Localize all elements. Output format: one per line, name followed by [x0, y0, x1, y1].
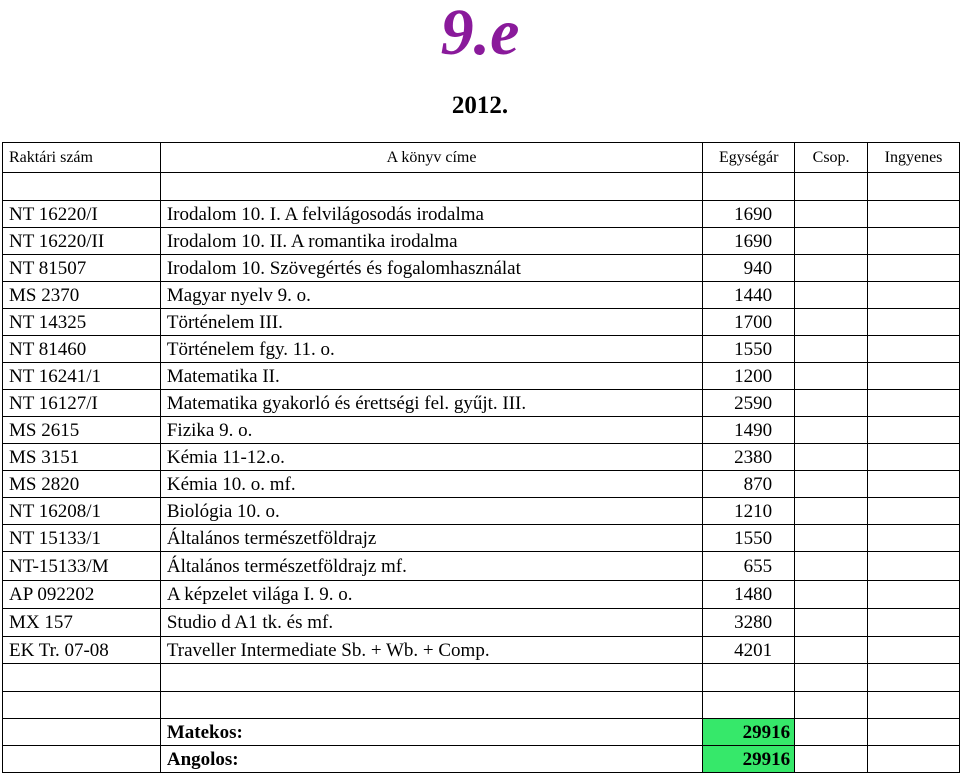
empty-cell — [868, 692, 960, 719]
book-price: 4201 — [703, 637, 795, 664]
book-title: Történelem fgy. 11. o. — [160, 336, 702, 363]
book-group — [795, 282, 868, 309]
book-title: Traveller Intermediate Sb. + Wb. + Comp. — [160, 637, 702, 664]
book-group — [795, 201, 868, 228]
empty-cell — [868, 664, 960, 692]
book-free — [868, 228, 960, 255]
empty-cell — [795, 719, 868, 746]
total-value: 29916 — [703, 746, 795, 773]
book-price: 1440 — [703, 282, 795, 309]
table-row — [3, 471, 960, 498]
book-title: Magyar nyelv 9. o. — [160, 282, 702, 309]
book-title: Irodalom 10. II. A romantika irodalma — [160, 228, 702, 255]
empty-cell — [3, 719, 161, 746]
book-price: 3280 — [703, 609, 795, 637]
book-price: 2590 — [703, 390, 795, 417]
book-code: NT 81507 — [3, 255, 161, 282]
book-free — [868, 444, 960, 471]
book-price: 1700 — [703, 309, 795, 336]
book-code: NT 14325 — [3, 309, 161, 336]
table-row — [3, 201, 960, 228]
book-price: 1690 — [703, 201, 795, 228]
table-row — [3, 282, 960, 309]
book-group — [795, 609, 868, 637]
book-code: AP 092202 — [3, 581, 161, 609]
book-title: Fizika 9. o. — [160, 417, 702, 444]
book-code: NT 16220/I — [3, 201, 161, 228]
book-code: NT-15133/M — [3, 552, 161, 581]
book-free — [868, 363, 960, 390]
book-price: 655 — [703, 552, 795, 581]
table-row — [3, 552, 960, 581]
book-code: MS 2370 — [3, 282, 161, 309]
header-row — [3, 143, 960, 173]
book-title: Irodalom 10. Szövegértés és fogalomhasználat — [160, 255, 702, 282]
book-code: EK Tr. 07-08 — [3, 637, 161, 664]
book-price: 940 — [703, 255, 795, 282]
book-free — [868, 498, 960, 525]
book-code: NT 81460 — [3, 336, 161, 363]
book-free — [868, 309, 960, 336]
table-row — [3, 363, 960, 390]
total-label: Angolos: — [160, 746, 702, 773]
book-title: Studio d A1 tk. és mf. — [160, 609, 702, 637]
book-code: MS 2820 — [3, 471, 161, 498]
empty-cell — [3, 746, 161, 773]
empty-cell — [795, 664, 868, 692]
empty-cell — [703, 692, 795, 719]
table-row — [3, 336, 960, 363]
book-group — [795, 637, 868, 664]
book-group — [795, 417, 868, 444]
book-price: 1690 — [703, 228, 795, 255]
book-group — [795, 336, 868, 363]
column-header-free: Ingyenes — [868, 143, 960, 173]
book-group — [795, 552, 868, 581]
book-title: Matematika II. — [160, 363, 702, 390]
book-price: 1480 — [703, 581, 795, 609]
book-code: NT 16127/I — [3, 390, 161, 417]
book-free — [868, 552, 960, 581]
spacer-row — [3, 173, 960, 201]
total-label: Matekos: — [160, 719, 702, 746]
book-free — [868, 201, 960, 228]
book-title: Történelem III. — [160, 309, 702, 336]
book-free — [868, 581, 960, 609]
book-group — [795, 390, 868, 417]
table-row — [3, 228, 960, 255]
book-group — [795, 444, 868, 471]
book-group — [795, 309, 868, 336]
book-free — [868, 417, 960, 444]
empty-cell — [160, 664, 702, 692]
book-free — [868, 336, 960, 363]
table-row — [3, 255, 960, 282]
book-group — [795, 498, 868, 525]
column-header-price: Egységár — [703, 143, 795, 173]
spacer-row — [3, 692, 960, 719]
year-heading: 2012. — [451, 92, 509, 119]
empty-cell — [868, 173, 960, 201]
empty-cell — [3, 173, 161, 201]
spacer-row — [3, 664, 960, 692]
column-header-group: Csop. — [795, 143, 868, 173]
book-list-table — [2, 142, 960, 773]
book-title: Matematika gyakorló és érettségi fel. gyűjt. III. — [160, 390, 702, 417]
empty-cell — [703, 664, 795, 692]
book-title: Kémia 11-12.o. — [160, 444, 702, 471]
book-code: MS 3151 — [3, 444, 161, 471]
book-free — [868, 637, 960, 664]
book-group — [795, 255, 868, 282]
book-code: NT 15133/1 — [3, 525, 161, 552]
total-row — [3, 746, 960, 773]
table-row — [3, 525, 960, 552]
table-row — [3, 581, 960, 609]
book-free — [868, 609, 960, 637]
book-price: 1550 — [703, 525, 795, 552]
empty-cell — [3, 664, 161, 692]
book-group — [795, 471, 868, 498]
book-group — [795, 581, 868, 609]
book-title: Általános természetföldrajz — [160, 525, 702, 552]
book-title: Kémia 10. o. mf. — [160, 471, 702, 498]
empty-cell — [795, 746, 868, 773]
empty-cell — [3, 692, 161, 719]
column-header-title: A könyv címe — [160, 143, 702, 173]
book-price: 1200 — [703, 363, 795, 390]
book-free — [868, 390, 960, 417]
book-title: Biológia 10. o. — [160, 498, 702, 525]
book-code: NT 16220/II — [3, 228, 161, 255]
book-group — [795, 363, 868, 390]
book-price: 2380 — [703, 444, 795, 471]
book-title: Általános természetföldrajz mf. — [160, 552, 702, 581]
total-row — [3, 719, 960, 746]
table-row — [3, 417, 960, 444]
book-free — [868, 255, 960, 282]
table-row — [3, 444, 960, 471]
table-row — [3, 390, 960, 417]
book-title: A képzelet világa I. 9. o. — [160, 581, 702, 609]
table-row — [3, 637, 960, 664]
book-code: NT 16241/1 — [3, 363, 161, 390]
empty-cell — [160, 173, 702, 201]
total-value: 29916 — [703, 719, 795, 746]
empty-cell — [868, 719, 960, 746]
book-price: 1490 — [703, 417, 795, 444]
book-price: 1210 — [703, 498, 795, 525]
table-row — [3, 498, 960, 525]
book-free — [868, 282, 960, 309]
book-code: MX 157 — [3, 609, 161, 637]
empty-cell — [703, 173, 795, 201]
empty-cell — [868, 746, 960, 773]
book-group — [795, 228, 868, 255]
book-free — [868, 525, 960, 552]
table-row — [3, 609, 960, 637]
book-price: 1550 — [703, 336, 795, 363]
book-group — [795, 525, 868, 552]
book-free — [868, 471, 960, 498]
book-price: 870 — [703, 471, 795, 498]
page-title: 9.e — [440, 0, 520, 69]
empty-cell — [795, 173, 868, 201]
table-row — [3, 309, 960, 336]
book-title: Irodalom 10. I. A felvilágosodás irodalma — [160, 201, 702, 228]
book-code: NT 16208/1 — [3, 498, 161, 525]
empty-cell — [795, 692, 868, 719]
column-header-code: Raktári szám — [3, 143, 161, 173]
empty-cell — [160, 692, 702, 719]
book-code: MS 2615 — [3, 417, 161, 444]
